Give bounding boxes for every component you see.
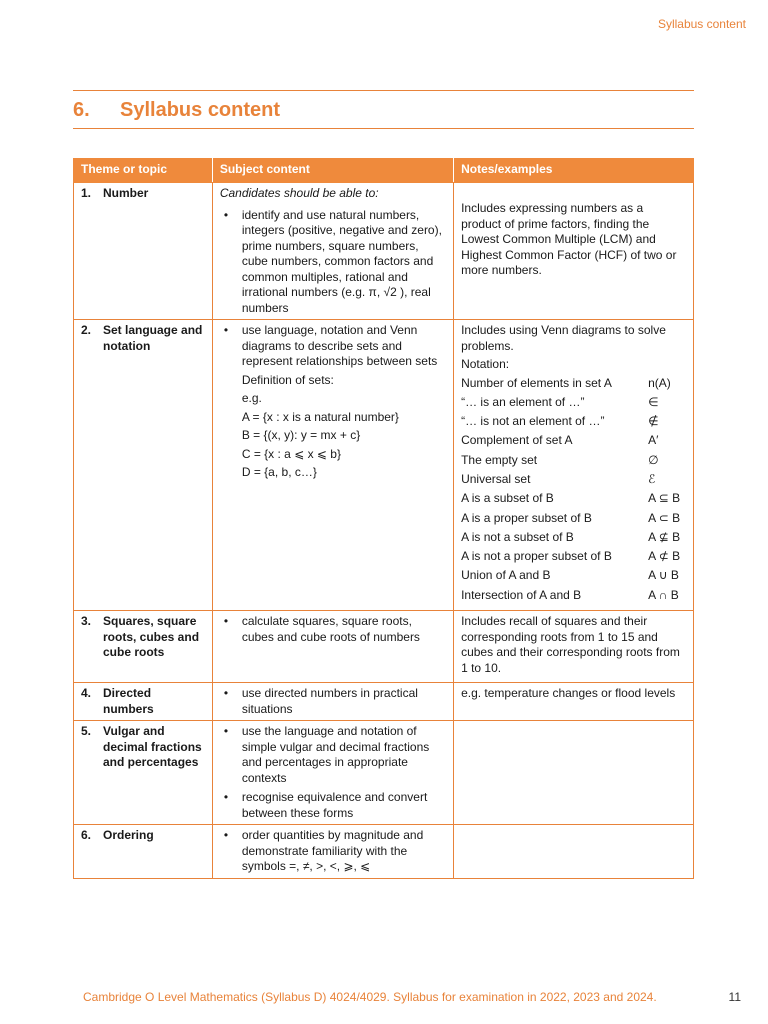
notation-row [461,511,686,530]
notation-label: “… is an element of …” [461,394,585,409]
section-number: 6. [73,99,90,121]
notation-label: “… is not an element of …” [461,414,605,429]
notation-row [461,491,686,510]
notation-label: Union of A and B [461,568,551,583]
topic-number: 2. [81,323,92,337]
notation-symbol: A ∩ B [648,587,679,602]
title-rule-top [73,90,694,91]
section-title [73,99,280,122]
content-bullet: • use language, notation and Venn diagrams to describe sets and represent relationships between sets [220,323,446,370]
notation-row [461,433,686,452]
notation-label: The empty set [461,452,538,467]
notation-label: A is a proper subset of B [461,510,592,525]
note-text: Includes using Venn diagrams to solve problems. [461,323,666,353]
content-cell [212,721,453,825]
content-bullet: • use directed numbers in practical situations [220,686,446,717]
topic-cell [74,683,213,721]
notation-label: A is a subset of B [461,491,554,506]
notation-symbol: ℰ [648,471,656,486]
notation-list [461,376,686,608]
notes-cell [454,683,694,721]
topic-name: Ordering [103,828,154,843]
syllabus-table [73,158,694,879]
table-row [74,611,694,683]
section-title-text: Syllabus content [120,99,281,121]
notation-label: Intersection of A and B [461,587,582,602]
content-bullet: • use the language and notation of simple vulgar and decimal fractions and percentages in appropriate contexts [220,724,446,786]
topic-name: Directed numbers [103,686,154,716]
note-text: Notation: [461,357,510,371]
title-rule-bottom [73,128,694,129]
content-cell [212,320,453,611]
set-definition-line: D = {a, b, c…} [241,465,317,479]
content-bullet: • order quantities by magnitude and demonstrate familiarity with the symbols =, ≠, >, <, ⩾, ⩽ [220,828,446,875]
content-cell [212,183,453,320]
set-definition-line: B = {(x, y): y = mx + c} [241,428,361,442]
table-row [74,721,694,825]
notation-row [461,472,686,491]
content-bullet: • calculate squares, square roots, cubes and cube roots of numbers [220,614,446,645]
topic-name: Number [103,186,149,200]
set-definition-line: Definition of sets: [241,372,334,387]
notes-cell [454,320,694,611]
notation-symbol: A ⊈ B [648,529,681,544]
topic-number: 4. [81,686,92,701]
set-definition-line: A = {x : x is a natural number} [241,409,399,424]
topic-cell [74,320,213,611]
page-number: 11 [728,990,741,1004]
note-text: e.g. temperature changes or flood levels [461,686,676,701]
set-definitions [220,373,446,481]
notation-symbol: ∅ [648,452,659,467]
table-row [74,683,694,721]
footer-text: Cambridge O Level Mathematics (Syllabus D) 4024/4029. Syllabus for examination in 2022, 2023 and 2024. [83,990,657,1004]
notation-row [461,530,686,549]
table-row [74,825,694,879]
topic-name: Vulgar and decimal fractions and percentages [103,724,202,770]
notation-label: Universal set [461,471,531,486]
notation-symbol: A ∪ B [648,568,679,583]
table-row [74,320,694,611]
notation-symbol: A′ [648,433,659,448]
notation-symbol: n(A) [648,375,671,390]
content-cell [212,825,453,879]
content-cell [212,611,453,683]
topic-name: Squares, square roots, cubes and cube roots [103,614,200,660]
set-definition-line: e.g. [241,391,262,405]
notes-cell [454,183,694,320]
topic-number: 6. [81,828,92,843]
column-header-notes: Notes/examples [454,159,694,183]
notation-label: Complement of set A [461,433,573,448]
table-header-row [74,159,694,183]
notation-label: Number of elements in set A [461,375,612,390]
topic-cell [74,825,213,879]
topic-number: 3. [81,614,92,629]
notation-symbol: A ⊂ B [648,510,681,525]
table-row [74,183,694,320]
notes-cell [454,611,694,683]
topic-cell [74,721,213,825]
notation-row [461,549,686,568]
notes-cell [454,825,694,879]
notation-symbol: ∈ [648,394,659,409]
notes-cell [454,721,694,825]
notation-label: A is not a proper subset of B [461,549,612,564]
content-bullet: • identify and use natural numbers, integers (positive, negative and zero), prime numbers, square numbers, cube numbers, common factors and common multiples, rational and irrational numbers (e.g. π, √2 ), real numbers [220,208,446,317]
notation-symbol: ∉ [648,414,659,429]
notation-symbol: A ⊄ B [648,549,681,564]
content-intro: Candidates should be able to: [219,186,379,200]
content-cell [212,683,453,721]
note-text: Includes expressing numbers as a product of prime factors, finding the Lowest Common Multiple (LCM) and Highest Common Factor (HCF) of two or more numbers. [461,201,677,277]
notation-row [461,395,686,414]
topic-number: 5. [81,724,92,739]
topic-name: Set language and notation [103,323,203,353]
set-definition-line: C = {x : a ⩽ x ⩽ b} [241,446,341,461]
notation-label: A is not a subset of B [461,529,574,544]
running-head: Syllabus content [657,17,746,31]
topic-number: 1. [81,186,92,200]
column-header-topic: Theme or topic [74,159,213,183]
notation-row [461,568,686,587]
topic-cell [74,183,213,320]
column-header-content: Subject content [212,159,453,183]
note-text: Includes recall of squares and their corresponding roots from 1 to 15 and cubes and their corresponding roots from 1 to 10. [461,614,680,675]
notation-symbol: A ⊆ B [648,491,681,506]
topic-cell [74,611,213,683]
notation-row [461,588,686,607]
notation-row [461,453,686,472]
notation-row [461,414,686,433]
notation-row [461,376,686,395]
content-bullet: • recognise equivalence and convert between these forms [220,790,446,821]
